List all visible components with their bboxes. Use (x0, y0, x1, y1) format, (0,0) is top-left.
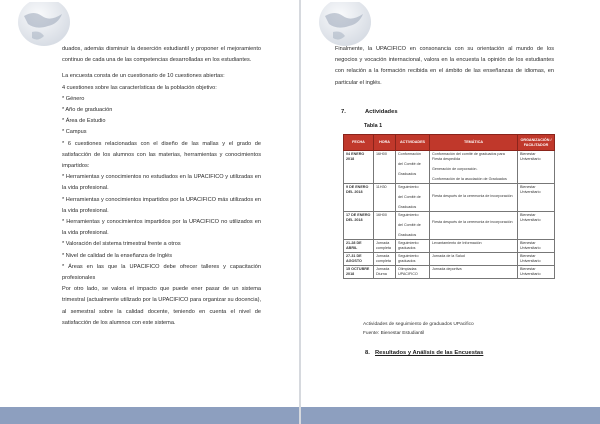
cell-hora: Jornada Diurna (374, 266, 396, 279)
cell-actividad: Conformación del Comité de Graduados (396, 151, 430, 184)
cell-tematica: Fiesta después de la ceremonia de incorporación (430, 212, 518, 240)
cell-organizacion: Bienestar Universitario (518, 253, 555, 266)
cell-organizacion: Bienestar Universitario (518, 212, 555, 240)
section-heading-resultados (365, 350, 483, 356)
list-item: * Género (62, 95, 85, 102)
column-header: ACTIVIDADES (396, 135, 430, 151)
list-item: * Herramientas y conocimientos no estudiados en la UPACIFICO y utilizadas en la vida profesional. (62, 174, 261, 192)
table-row (344, 266, 555, 279)
cell-actividad: Seguimiento graduados (396, 240, 430, 253)
cell-fecha: 21-28 DE ABRIL (344, 240, 374, 253)
list-item: * Año de graduación (62, 107, 113, 114)
section-number: 7. (341, 109, 346, 115)
list-item: * Nivel de calidad de la enseñanza de Inglés (62, 252, 173, 259)
activities-table (343, 134, 555, 279)
section-number: 8. (365, 350, 370, 356)
column-header: HORA (374, 135, 396, 151)
table-row (344, 184, 555, 212)
paragraph: Finalmente, la UPACIFICO en consonancia con su orientación al mundo de los negocios y vocación internacional, valora en la encuesta la opinión de los estudiantes con relación a la formación recibida en el ámbito de las enseñanzas de idiomas, en particular el inglés. (335, 46, 554, 86)
cell-tematica: Jornada deportiva (430, 266, 518, 279)
cell-actividad: Seguimiento del Comité de Graduados (396, 184, 430, 212)
cell-fecha: 9 DE ENERO DEL 2018 (344, 184, 374, 212)
globe-icon (14, 2, 72, 50)
cell-fecha: 27-31 DE AGOSTO (344, 253, 374, 266)
cell-organizacion: Bienestar Universitario (518, 266, 555, 279)
list-item: * 6 cuestiones relacionadas con el diseño de las mallas y el grado de satisfacción de los alumnos con las materias, herramientas y conocimientos impartidos: (62, 140, 261, 170)
cell-fecha: 17 DE ENERO DEL 2018 (344, 212, 374, 240)
cell-hora: 16H00 (374, 212, 396, 240)
cell-actividad: Olimpiadas UPACIFICO (396, 266, 430, 279)
paragraph: duados, además disminuir la deserción estudiantil y proponer el mejoramiento continuo de cada una de las competencias desarrolladas en los estudiantes. (62, 46, 261, 64)
table-row (344, 253, 555, 266)
column-header: ORGANIZACIÓN / FACILITADOR (518, 135, 555, 151)
table-header-row (344, 135, 555, 151)
list-item: * Herramientas y conocimientos impartidos por la UPACIFICO más utilizados en la vida profesional. (62, 196, 261, 214)
section-title: Resultados y Análisis de las Encuestas (375, 350, 484, 356)
paragraph: La encuesta consta de un cuestionario de 10 cuestiones abiertas: (62, 73, 225, 80)
section-heading-actividades (341, 109, 398, 115)
right-page (301, 0, 600, 424)
cell-tematica: Conformación del comité de graduados para Fiesta despedida Generación de corporación. Conformación de la asociación de Graduados (430, 151, 518, 184)
cell-hora: 11H30 (374, 184, 396, 212)
cell-organizacion: Bienestar Universitario (518, 240, 555, 253)
globe-icon (315, 2, 373, 50)
list-item: * Área de Estudio (62, 118, 106, 125)
cell-organizacion: Bienestar Universitario (518, 184, 555, 212)
paragraph: 4 cuestiones sobre las características de la población objetivo: (62, 84, 217, 91)
table-note (363, 320, 474, 338)
cell-hora: Jornada completa (374, 253, 396, 266)
table-caption: Tabla 1 (364, 123, 383, 129)
cell-actividad: Seguimiento graduados (396, 253, 430, 266)
table-note-line: Actividades de seguimiento de graduados UPacifico (363, 322, 474, 327)
column-header: TEMÁTICA (430, 135, 518, 151)
table-row (344, 240, 555, 253)
list-item: * Valoración del sistema trimestral frente a otros (62, 241, 181, 248)
table-note-line: Fuente: Bienestar Estudiantil (363, 331, 425, 336)
table-row (344, 212, 555, 240)
section-title: Actividades (365, 109, 398, 115)
page-footer-bar (301, 407, 600, 424)
page-footer-bar (0, 407, 299, 424)
left-page (0, 0, 299, 424)
table-row (344, 151, 555, 184)
list-item: * Áreas en las que la UPACIFICO debe ofrecer talleres y capacitación profesionales (62, 263, 261, 282)
left-body-text (62, 44, 261, 329)
column-header: FECHA (344, 135, 374, 151)
list-item: * Campus (62, 129, 87, 136)
cell-fecha: 15 OCTUBRE 2018 (344, 266, 374, 279)
cell-tematica: Levantamiento de Información (430, 240, 518, 253)
paragraph: Por otro lado, se valora el impacto que puede ener pasar de un sistema trimestral (actualmente utilizado por la UPACIFICO para organizar su docencia), al semestral sobre la calidad docente, teniendo en cuenta el nivel de satisfacción de los alumnos con este sistema. (62, 286, 261, 326)
cell-fecha: 04 ENERO 2018 (344, 151, 374, 184)
cell-tematica: Fiesta después de la ceremonia de incorporación (430, 184, 518, 212)
cell-hora: 16H00 (374, 151, 396, 184)
cell-organizacion: Bienestar Universitario (518, 151, 555, 184)
list-item: * Herramientas y conocimientos impartidos por la UPACIFICO no utilizados en la vida profesional. (62, 219, 261, 237)
cell-actividad: Seguimiento del Comité de Graduados (396, 212, 430, 240)
cell-hora: Jornada completa (374, 240, 396, 253)
right-intro-text (335, 44, 554, 89)
cell-tematica: Jornada de la Salud (430, 253, 518, 266)
